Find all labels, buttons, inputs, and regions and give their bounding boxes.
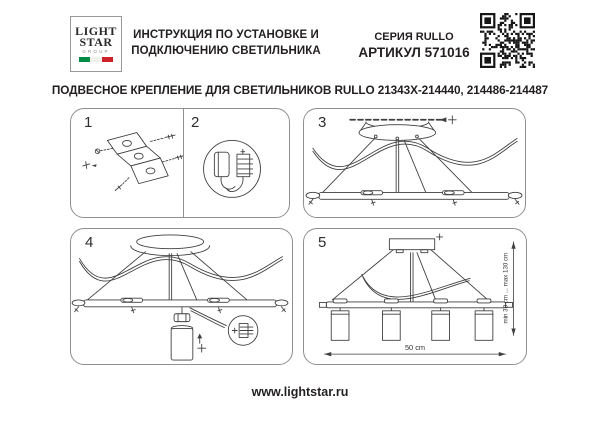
subtitle: ПОДВЕСНОЕ КРЕПЛЕНИЕ ДЛЯ СВЕТИЛЬНИКОВ RULLO 21343X-214440, 214486-214487 xyxy=(51,83,549,97)
step-2-number: 2 xyxy=(191,114,200,131)
step-3-number: 3 xyxy=(318,114,327,131)
series-label: СЕРИЯ RULLO xyxy=(374,31,454,43)
step-4-number: 4 xyxy=(85,234,94,251)
document-title xyxy=(122,28,330,59)
qr-code-icon xyxy=(480,13,535,68)
canopy-suspension-diagram xyxy=(304,109,525,217)
shade-attachment-diagram xyxy=(71,229,292,364)
lightstar-logo xyxy=(70,16,122,72)
panel-steps-1-2 xyxy=(70,108,290,218)
logo-text-light: LIGHT xyxy=(75,24,117,38)
step-1-number: 1 xyxy=(84,114,93,131)
step-5-number: 5 xyxy=(318,234,327,251)
title-line-2: ПОДКЛЮЧЕНИЮ СВЕТИЛЬНИКА xyxy=(131,44,321,57)
assembled-fixture-diagram xyxy=(304,229,526,364)
article-label: АРТИКУЛ 571016 xyxy=(358,45,470,60)
logo-text-star: STAR xyxy=(79,34,113,49)
series-block xyxy=(348,31,480,60)
panel-step-4 xyxy=(70,228,293,365)
panel-step-5 xyxy=(303,228,527,365)
height-dimension-label: min 30 cm ... max 130 cm xyxy=(502,252,510,324)
bracket-and-screws-diagram xyxy=(71,109,289,217)
width-dimension-label: 50 cm xyxy=(404,343,426,353)
title-line-1: ИНСТРУКЦИЯ ПО УСТАНОВКЕ И xyxy=(133,29,319,41)
panel-step-3 xyxy=(303,108,526,218)
logo-text-group: GROUP xyxy=(82,49,110,54)
website-url: www.lightstar.ru xyxy=(251,385,349,399)
italian-flag-stripe xyxy=(79,57,113,62)
